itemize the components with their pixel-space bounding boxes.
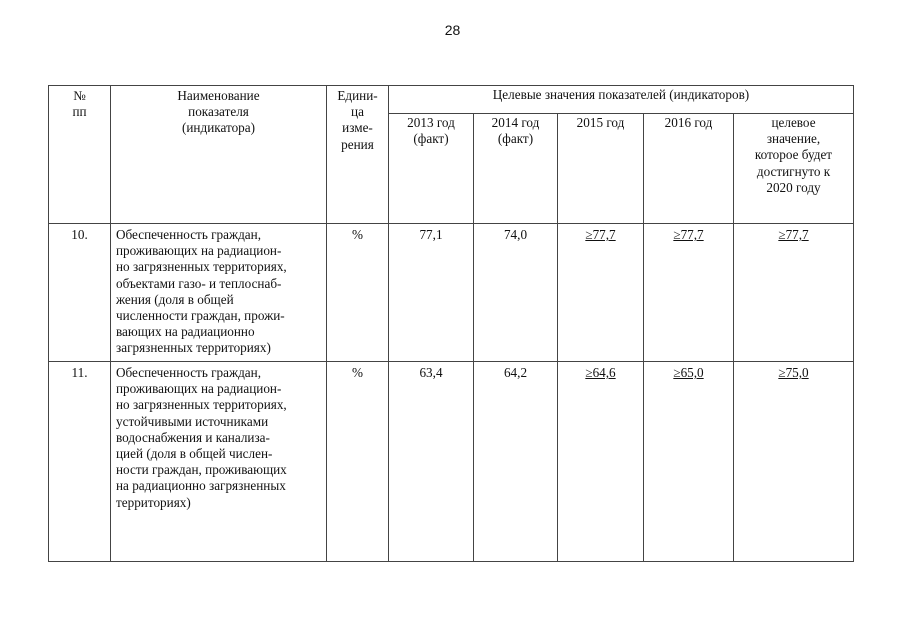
row-value-2016: ≥65,0 (644, 362, 734, 562)
header-year-2020-target (734, 114, 854, 224)
header-num-label: № пп (72, 88, 87, 120)
row-indicator-name (111, 224, 327, 362)
header-year-2013-label: 2013 год (факт) (407, 115, 455, 147)
table-row (49, 362, 854, 562)
header-year-2014-label: 2014 год (факт) (491, 115, 540, 147)
row-unit: % (327, 224, 389, 362)
row-num: 10. (49, 224, 111, 362)
row-value-2013: 63,4 (389, 362, 474, 562)
header-name (111, 86, 327, 224)
header-year-2015 (558, 114, 644, 224)
header-year-2015-label: 2015 год (576, 115, 625, 130)
row-value-2014: 64,2 (474, 362, 558, 562)
page-number: 28 (444, 22, 461, 38)
header-year-2016-label: 2016 год (664, 115, 713, 130)
row-num: 11. (49, 362, 111, 562)
row-value-2020: ≥77,7 (734, 224, 854, 362)
header-target-values-label: Целевые значения показателей (индикаторов) (492, 87, 750, 102)
row-value-2020: ≥75,0 (734, 362, 854, 562)
header-unit-label: Едини- ца изме- рения (337, 88, 378, 152)
row-value-2013: 77,1 (389, 224, 474, 362)
header-year-2020-target-label: целевое значение, которое будет достигнуто к 2020 году (754, 115, 833, 195)
header-target-values (389, 86, 854, 114)
header-row-top (49, 86, 854, 114)
header-year-2014 (474, 114, 558, 224)
table-row (49, 224, 854, 362)
header-year-2013 (389, 114, 474, 224)
indicators-table (48, 85, 854, 562)
row-value-2016: ≥77,7 (644, 224, 734, 362)
row-value-2015: ≥77,7 (558, 224, 644, 362)
header-num (49, 86, 111, 224)
header-name-label: Наименование показателя (индикатора) (177, 88, 260, 136)
row-value-2015: ≥64,6 (558, 362, 644, 562)
row-unit: % (327, 362, 389, 562)
row-indicator-name-text: Обеспеченность граждан, проживающих на радиацион- но загрязненных территориях, устойчивыми источниками водоснабжения и канализа- цией (доля в общей числен- ности граждан, проживающих на радиационно загрязненных территориях) (116, 365, 287, 510)
row-indicator-name-text: Обеспеченность граждан, проживающих на радиацион- но загрязненных территориях, объектами газо- и теплоснаб- жения (доля в общей численности граждан, прожи- вающих на радиационно загрязненных территориях) (116, 227, 287, 356)
header-unit (327, 86, 389, 224)
row-value-2014: 74,0 (474, 224, 558, 362)
row-indicator-name (111, 362, 327, 562)
header-year-2016 (644, 114, 734, 224)
